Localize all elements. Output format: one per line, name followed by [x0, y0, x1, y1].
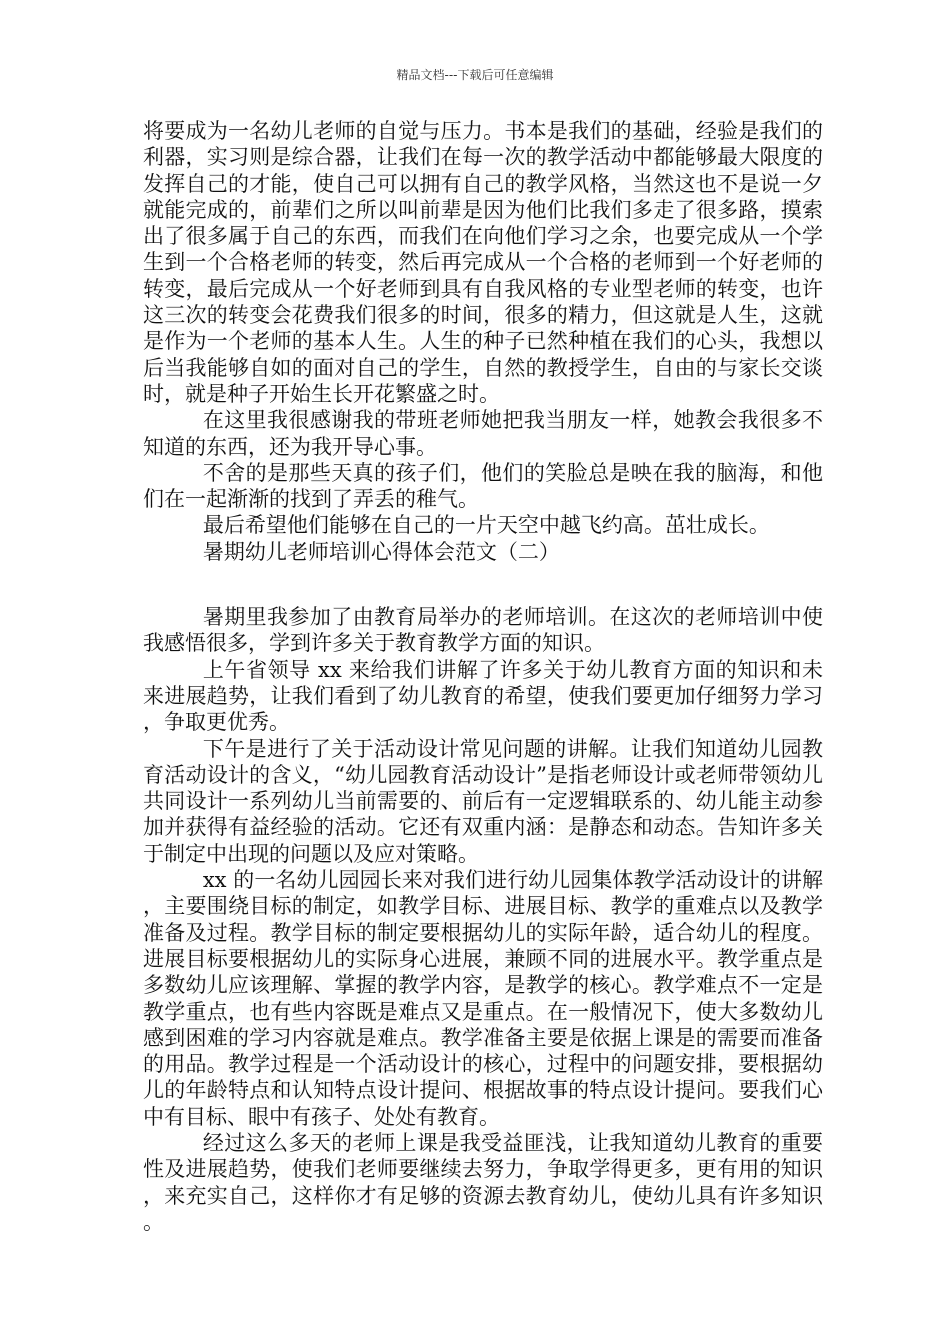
- paragraph-children: 不舍的是那些天真的孩子们，他们的笑脸总是映在我的脑海，和他们在一起渐渐的找到了弄丢的稚气。: [143, 460, 823, 512]
- blank-line: [143, 565, 823, 604]
- paragraph-continuation: 将要成为一名幼儿老师的自觉与压力。书本是我们的基础，经验是我们的利器，实习则是综合器，让我们在每一次的教学活动中都能够最大限度的发挥自己的才能，使自己可以拥有自己的教学风格，当然这也不是说一夕就能完成的，前辈们之所以叫前辈是因为他们比我们多走了很多路，摸索出了很多属于自己的东西，而我们在向他们学习之余，也要完成从一个学生到一个合格老师的转变，然后再完成从一个合格的老师到一个好老师的转变，最后完成从一个好老师到具有自我风格的专业型老师的转变，也许这三次的转变会花费我们很多的时间，很多的精力，但这就是人生，这就是作为一个老师的基本人生。人生的种子已然种植在我们的心头，我想以后当我能够自如的面对自己的学生，自然的教授学生，自由的与家长交谈时，就是种子开始生长开花繁盛之时。: [143, 119, 823, 406]
- document-body: [143, 118, 823, 1235]
- paragraph-principal: xx 的一名幼儿园园长来对我们进行幼儿园集体教学活动设计的讲解，主要围绕目标的制定，如教学目标、进展目标、教学的重难点以及教学准备及过程。教学目标的制定要根据幼儿的实际年龄，适合幼儿的程度。进展目标要根据幼儿的实际身心进展，兼顾不同的进展水平。教学重点是多数幼儿应该理解、掌握的教学内容，是教学的核心。教学难点不一定是教学重点，也有些内容既是难点又是重点。在一般情况下，使大多数幼儿感到困难的学习内容就是难点。教学准备主要是依据上课是的需要而准备的用品。教学过程是一个活动设计的核心，过程中的问题安排，要根据幼儿的年龄特点和认知特点设计提问、根据故事的特点设计提问。要我们心中有目标、眼中有孩子、处处有教育。: [143, 868, 823, 1129]
- page-header: 精品文档---下载后可任意编辑: [396, 68, 554, 82]
- paragraph-conclusion: 经过这么多天的老师上课是我受益匪浅，让我知道幼儿教育的重要性及进展趋势，使我们老师要继续去努力，争取学得更多，更有用的知识，来充实自己，这样你才有足够的资源去教育幼儿，使幼儿具有许多知识。: [143, 1130, 823, 1234]
- section-title: 暑期幼儿老师培训心得体会范文（二）: [202, 539, 560, 564]
- paragraph-thanks: 在这里我很感谢我的带班老师她把我当朋友一样，她教会我很多不知道的东西，还为我开导心事。: [143, 408, 823, 459]
- paragraph-training-intro: 暑期里我参加了由教育局举办的老师培训。在这次的老师培训中使我感悟很多，学到许多关于教育教学方面的知识。: [143, 605, 823, 656]
- paragraph-wishes: 最后希望他们能够在自己的一片天空中越飞约高。茁壮成长。: [202, 513, 770, 538]
- paragraph-afternoon: 下午是进行了关于活动设计常见问题的讲解。让我们知道幼儿园教育活动设计的含义，“幼儿园教育活动设计”是指老师设计或老师带领幼儿共同设计一系列幼儿当前需要的、前后有一定逻辑联系的、幼儿能主动参加并获得有益经验的活动。它还有双重内涵：是静态和动态。告知许多关于制定中出现的问题以及应对策略。: [143, 736, 823, 866]
- paragraph-morning: 上午省领导 xx 来给我们讲解了许多关于幼儿教育方面的知识和未来进展趋势，让我们看到了幼儿教育的希望，使我们要更加仔细努力学习，争取更优秀。: [143, 657, 823, 735]
